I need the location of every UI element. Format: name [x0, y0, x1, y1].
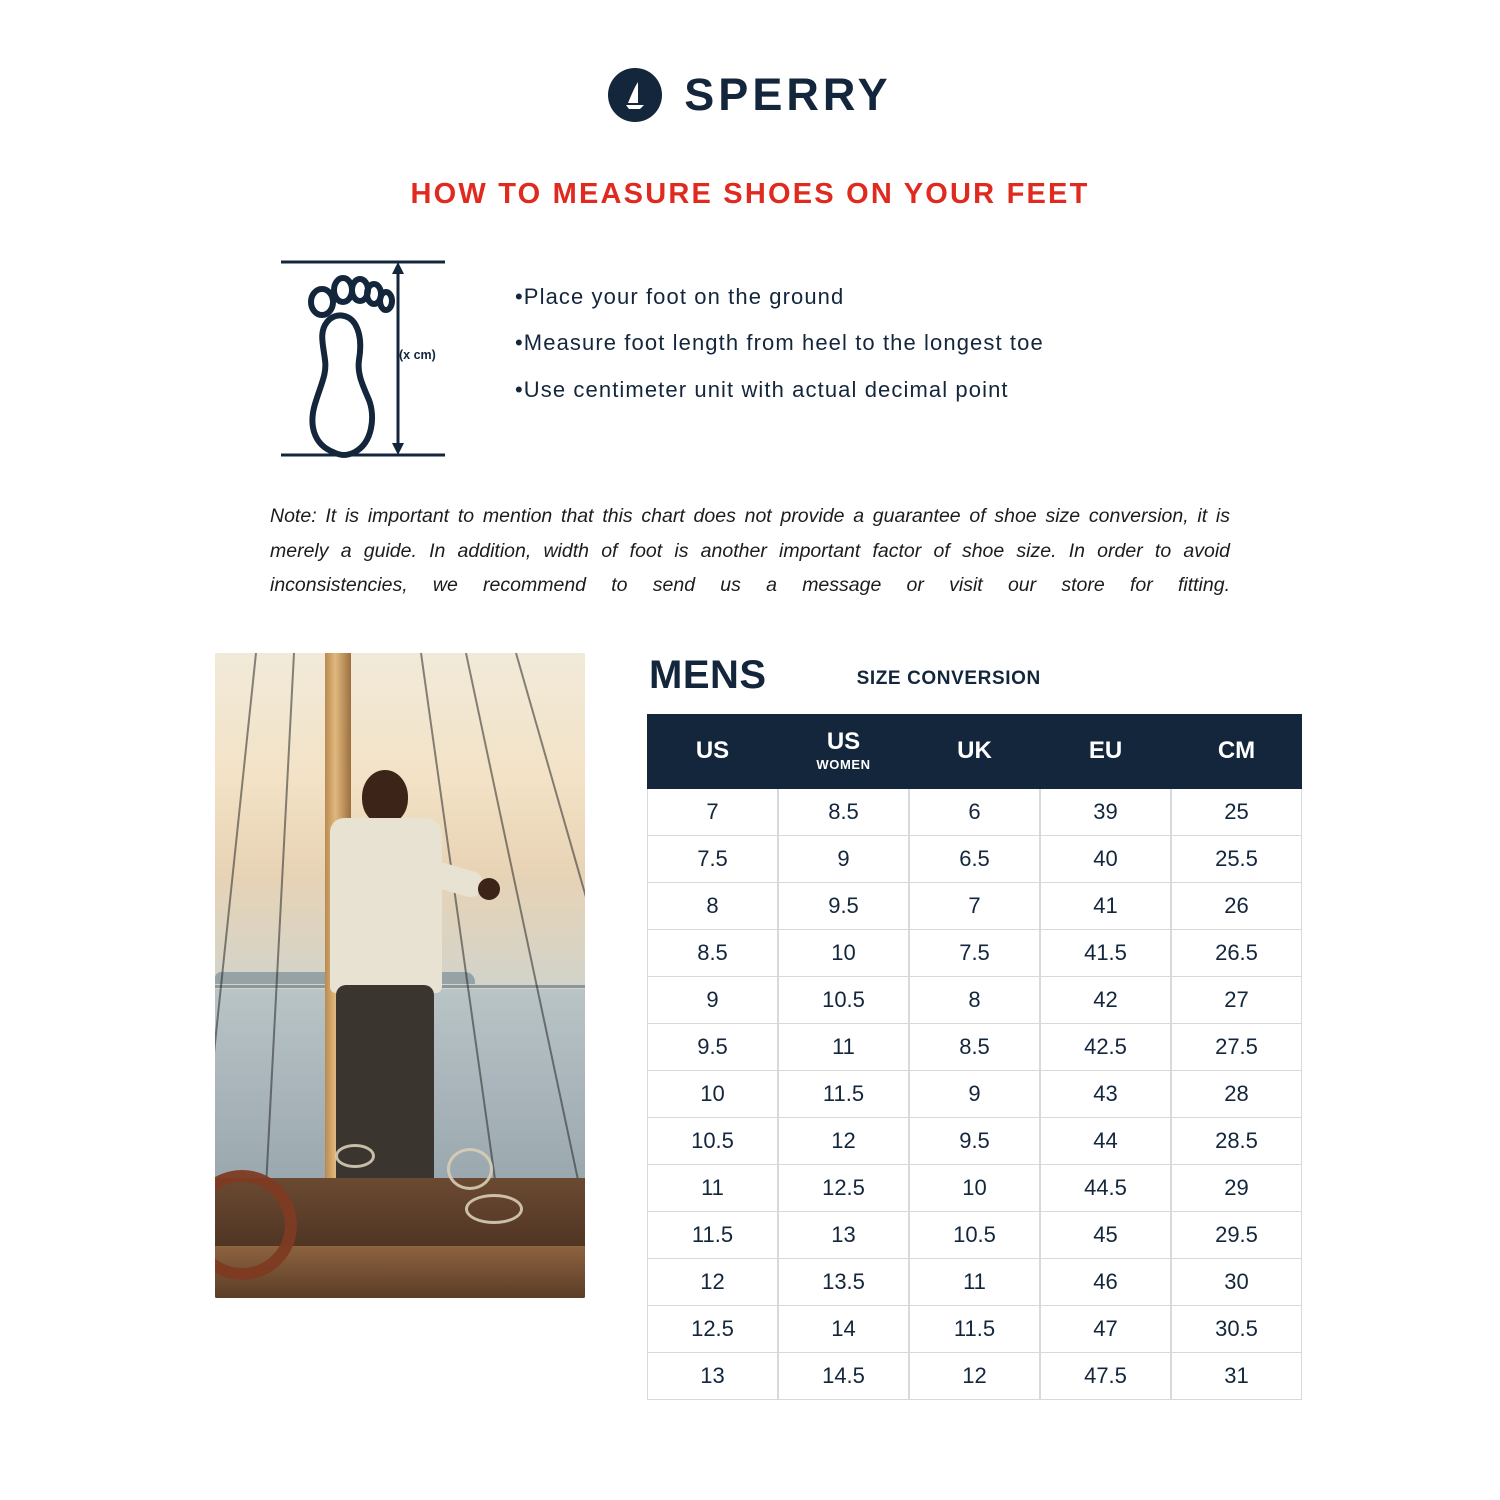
size-table-header: [647, 714, 1302, 789]
size-table-caption: SIZE CONVERSION: [856, 668, 1041, 690]
brand-header: [0, 68, 1500, 122]
table-cell: 42.5: [1040, 1024, 1171, 1071]
size-table-headings: [647, 653, 1302, 698]
table-cell: 7: [909, 883, 1040, 930]
table-header-row: [647, 714, 1302, 789]
column-header-label: EU: [1088, 736, 1123, 764]
column-header-label: US: [826, 728, 861, 756]
howto-bullet: •Place your foot on the ground: [515, 284, 845, 309]
table-cell: 8: [909, 977, 1040, 1024]
column-header-cm: [1171, 714, 1302, 789]
lower-section: [0, 653, 1500, 1400]
table-cell: 12: [647, 1259, 778, 1306]
table-row: [647, 1353, 1302, 1400]
table-row: [647, 1306, 1302, 1353]
size-table-section: [647, 653, 1302, 1400]
table-cell: 42: [1040, 977, 1171, 1024]
table-cell: 44.5: [1040, 1165, 1171, 1212]
table-row: [647, 1071, 1302, 1118]
table-cell: 28: [1171, 1071, 1302, 1118]
photo-person-hand: [478, 878, 500, 900]
photo-rope-coil: [465, 1194, 523, 1224]
table-cell: 10: [778, 930, 909, 977]
table-cell: 25: [1171, 789, 1302, 836]
table-cell: 14.5: [778, 1353, 909, 1400]
brand-name: SPERRY: [684, 69, 892, 120]
table-row: [647, 1024, 1302, 1071]
column-header-us: [647, 714, 778, 789]
column-header-label: UK: [957, 736, 992, 764]
table-cell: 6.5: [909, 836, 1040, 883]
table-cell: 41.5: [1040, 930, 1171, 977]
table-cell: 8.5: [778, 789, 909, 836]
table-cell: 31: [1171, 1353, 1302, 1400]
table-row: [647, 1165, 1302, 1212]
table-cell: 7.5: [909, 930, 1040, 977]
table-cell: 43: [1040, 1071, 1171, 1118]
table-row: [647, 1118, 1302, 1165]
size-table-body: [647, 789, 1302, 1400]
table-cell: 11: [647, 1165, 778, 1212]
table-cell: 26: [1171, 883, 1302, 930]
photo-rope-coil: [447, 1148, 493, 1190]
table-cell: 9.5: [909, 1118, 1040, 1165]
table-cell: 27: [1171, 977, 1302, 1024]
table-cell: 11: [778, 1024, 909, 1071]
table-cell: 10: [647, 1071, 778, 1118]
table-cell: 9: [909, 1071, 1040, 1118]
table-cell: 9: [647, 977, 778, 1024]
table-cell: 44: [1040, 1118, 1171, 1165]
table-cell: 10.5: [778, 977, 909, 1024]
man-on-sailboat-photo: [215, 653, 585, 1298]
table-cell: 13: [647, 1353, 778, 1400]
table-cell: 13.5: [778, 1259, 909, 1306]
table-cell: 47.5: [1040, 1353, 1171, 1400]
table-cell: 25.5: [1171, 836, 1302, 883]
table-cell: 12: [778, 1118, 909, 1165]
table-cell: 11.5: [778, 1071, 909, 1118]
table-cell: 11: [909, 1259, 1040, 1306]
photo-person-shirt: [330, 818, 442, 993]
table-cell: 45: [1040, 1212, 1171, 1259]
table-row: [647, 789, 1302, 836]
table-cell: 39: [1040, 789, 1171, 836]
table-cell: 40: [1040, 836, 1171, 883]
howto-bullet-list: [515, 284, 1044, 423]
table-cell: 7: [647, 789, 778, 836]
photo-rope-coil: [335, 1144, 375, 1168]
column-header-eu: [1040, 714, 1171, 789]
table-cell: 29.5: [1171, 1212, 1302, 1259]
photo-person: [310, 770, 460, 1240]
size-conversion-table: [647, 714, 1302, 1400]
size-table-section-label: MENS: [649, 653, 767, 698]
column-header-us-women: [778, 714, 909, 789]
table-cell: 12: [909, 1353, 1040, 1400]
table-cell: 8.5: [909, 1024, 1040, 1071]
table-cell: 30: [1171, 1259, 1302, 1306]
table-cell: 29: [1171, 1165, 1302, 1212]
table-cell: 9.5: [778, 883, 909, 930]
table-cell: 13: [778, 1212, 909, 1259]
table-cell: 7.5: [647, 836, 778, 883]
table-cell: 11.5: [647, 1212, 778, 1259]
table-cell: 30.5: [1171, 1306, 1302, 1353]
table-cell: 41: [1040, 883, 1171, 930]
sailboat-icon: [608, 68, 662, 122]
column-header-sublabel: WOMEN: [816, 757, 871, 773]
table-row: [647, 836, 1302, 883]
table-cell: 10: [909, 1165, 1040, 1212]
table-cell: 6: [909, 789, 1040, 836]
table-row: [647, 977, 1302, 1024]
table-cell: 28.5: [1171, 1118, 1302, 1165]
table-cell: 47: [1040, 1306, 1171, 1353]
table-cell: 26.5: [1171, 930, 1302, 977]
foot-measure-diagram: [275, 256, 475, 461]
howto-section: [0, 256, 1500, 461]
column-header-label: US: [695, 736, 730, 764]
table-cell: 27.5: [1171, 1024, 1302, 1071]
table-cell: 14: [778, 1306, 909, 1353]
foot-length-caption: (x cm): [399, 348, 436, 362]
table-cell: 46: [1040, 1259, 1171, 1306]
table-cell: 9.5: [647, 1024, 778, 1071]
table-cell: 8.5: [647, 930, 778, 977]
table-cell: 10.5: [647, 1118, 778, 1165]
table-cell: 10.5: [909, 1212, 1040, 1259]
column-header-uk: [909, 714, 1040, 789]
howto-bullet: •Use centimeter unit with actual decimal point: [515, 376, 1009, 402]
table-cell: 8: [647, 883, 778, 930]
table-row: [647, 883, 1302, 930]
table-cell: 9: [778, 836, 909, 883]
photo-person-head: [362, 770, 408, 824]
column-header-label: CM: [1217, 736, 1256, 764]
howto-bullet: •Measure foot length from heel to the longest toe: [515, 330, 1044, 356]
table-row: [647, 930, 1302, 977]
table-cell: 12.5: [778, 1165, 909, 1212]
table-row: [647, 1259, 1302, 1306]
page-title: HOW TO MEASURE SHOES ON YOUR FEET: [410, 178, 1090, 210]
table-row: [647, 1212, 1302, 1259]
disclaimer-note: Note: It is important to mention that this chart does not provide a guarantee of shoe size conversion, it is merely a guide. In addition, width of foot is another important factor of shoe size. In order to avoid inconsistencies, we recommend to send us a message or visit our store for fitting.: [270, 505, 1230, 597]
table-cell: 12.5: [647, 1306, 778, 1353]
table-cell: 11.5: [909, 1306, 1040, 1353]
